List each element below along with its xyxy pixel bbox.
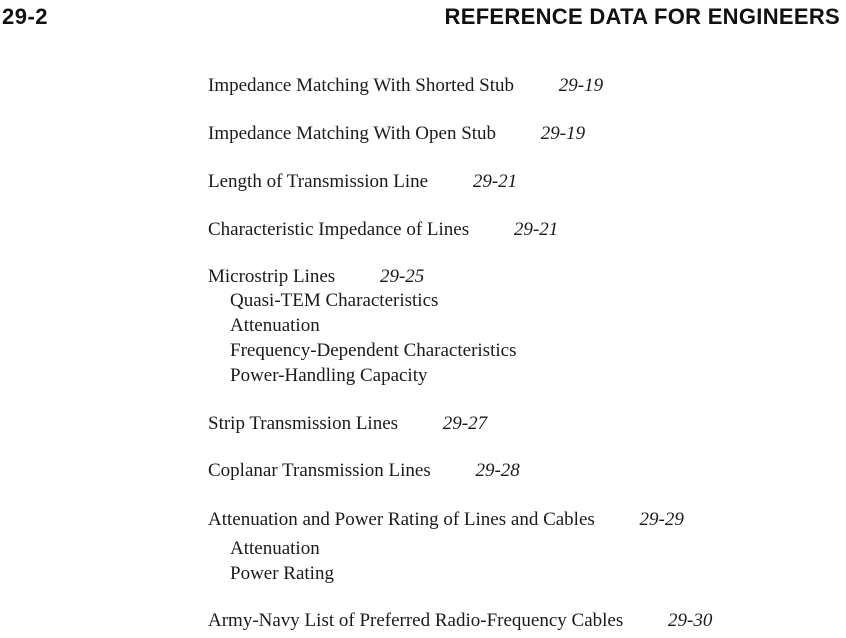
toc-entry-page: 29-27 xyxy=(442,413,488,434)
toc-entry-title: Length of Transmission Line xyxy=(208,171,429,192)
running-title: REFERENCE DATA FOR ENGINEERS xyxy=(444,4,840,29)
toc-entry-page: 29-30 xyxy=(668,610,713,631)
toc-entry-page: 29-29 xyxy=(639,509,684,530)
toc-entry-title: Impedance Matching With Shorted Stub xyxy=(208,75,514,96)
toc-entry xyxy=(208,266,424,288)
toc-entry xyxy=(208,460,520,482)
toc-subentry: Power-Handling Capacity xyxy=(230,365,428,386)
page-number: 29-2 xyxy=(2,4,49,29)
toc-entry-title: Characteristic Impedance of Lines xyxy=(208,219,470,240)
toc-entry xyxy=(208,219,558,241)
toc-entry-page: 29-28 xyxy=(475,460,520,481)
toc-entry-title: Coplanar Transmission Lines xyxy=(208,460,431,481)
toc-entry xyxy=(208,75,603,97)
toc-entry-title: Impedance Matching With Open Stub xyxy=(208,123,497,144)
toc-subentry: Attenuation xyxy=(230,538,320,559)
toc-entry-page: 29-19 xyxy=(558,75,604,96)
toc-entry xyxy=(208,123,585,145)
toc-subentry: Attenuation xyxy=(230,315,320,336)
toc-subentry: Frequency-Dependent Characteristics xyxy=(230,340,517,361)
toc-entry-page: 29-21 xyxy=(472,171,518,192)
toc-entry xyxy=(208,509,684,531)
toc-entry-page: 29-25 xyxy=(379,266,425,287)
toc-subentry: Quasi-TEM Characteristics xyxy=(230,290,439,311)
toc-entry-title: Army-Navy List of Preferred Radio-Frequency Cables xyxy=(208,610,624,631)
toc-entry xyxy=(208,413,487,435)
page-header xyxy=(0,0,846,34)
toc-subentry: Power Rating xyxy=(230,563,334,584)
toc-entry-title: Strip Transmission Lines xyxy=(208,413,399,434)
toc-entry-title: Attenuation and Power Rating of Lines and Cables xyxy=(208,509,595,530)
toc-entry-title: Microstrip Lines xyxy=(208,266,336,287)
toc-entry-page: 29-19 xyxy=(540,123,586,144)
toc-entry-page: 29-21 xyxy=(513,219,559,240)
toc-entry xyxy=(208,610,712,632)
toc-entry xyxy=(208,171,517,193)
